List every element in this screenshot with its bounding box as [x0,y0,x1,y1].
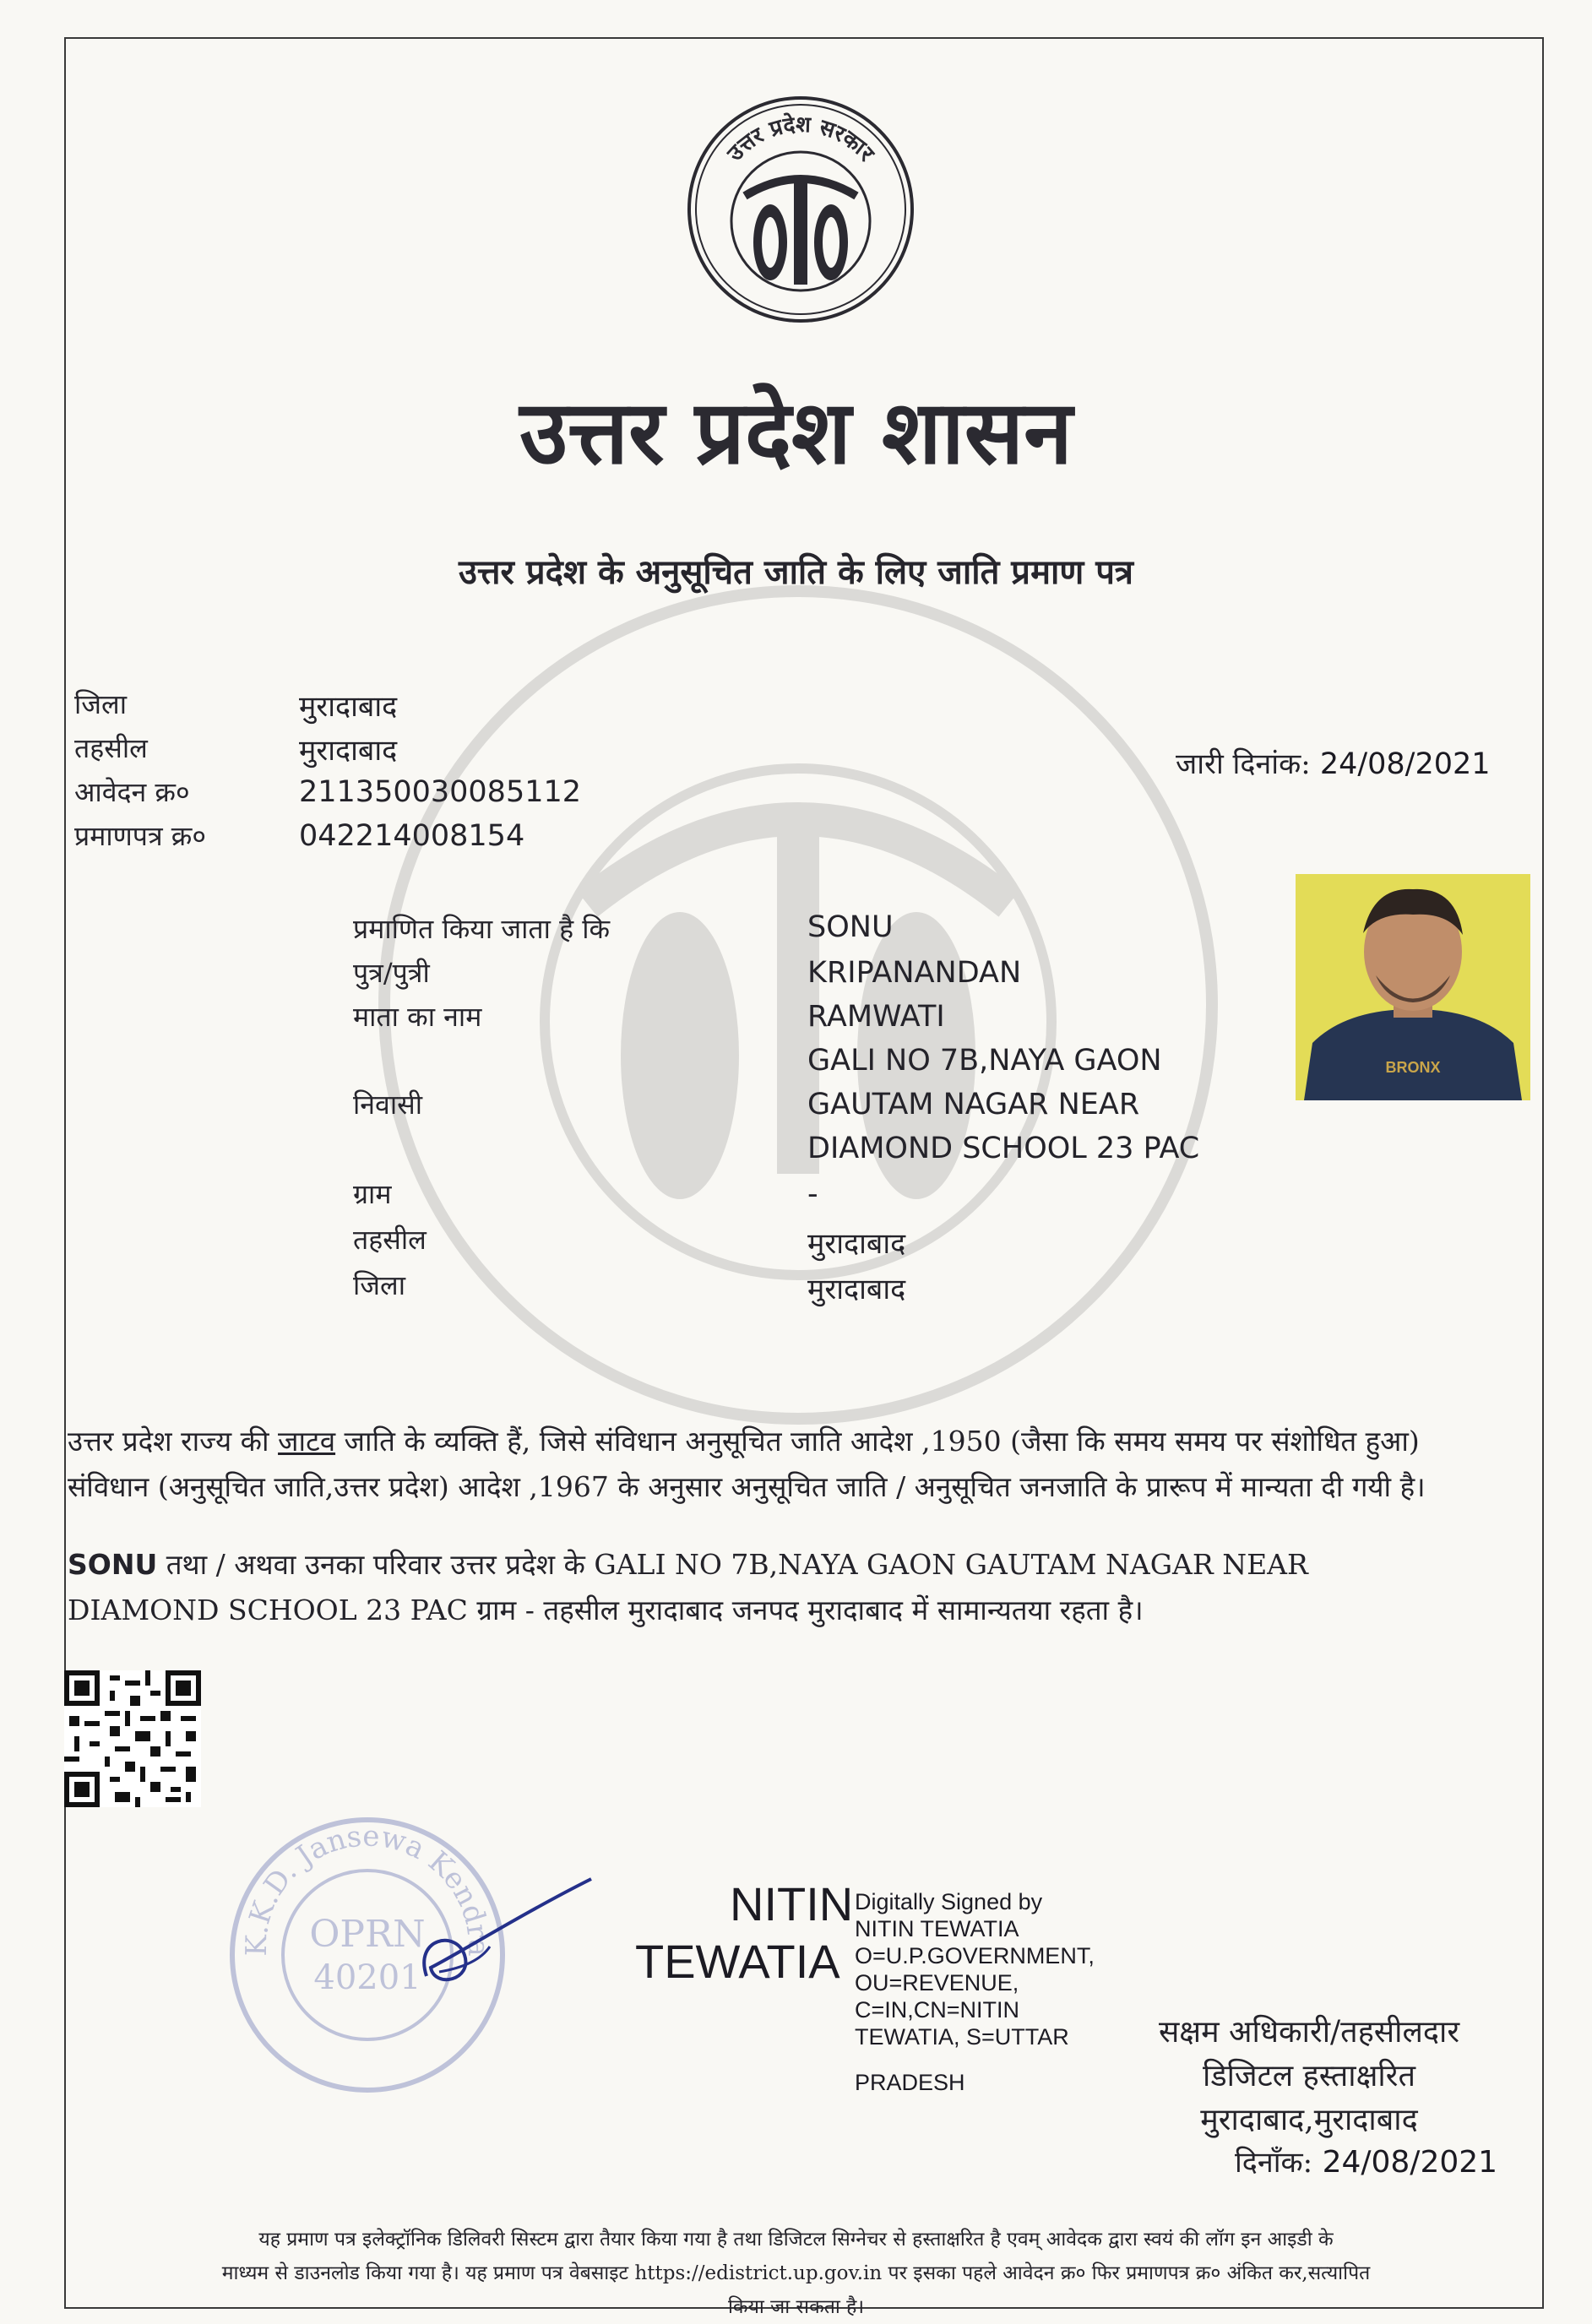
officer-digital-signed: डिजिटल हस्ताक्षरित [1203,2059,1415,2093]
verification-qr-code [64,1670,201,1807]
watermark-emblem [355,583,1242,1427]
residence-label: निवासी [353,1089,423,1121]
certificate-subtitle: उत्तर प्रदेश के अनुसूचित जाति के लिए जाति प्रमाण पत्र [458,552,1133,592]
address-line3: DIAMOND SCHOOL 23 PAC [807,1132,1200,1165]
handwritten-signature [405,1862,600,1997]
person-district-label: जिला [353,1269,406,1301]
issue-date [1176,743,1491,782]
signer-name-line2: TEWATIA [635,1935,840,1988]
residence-paragraph: SONU तथा / अथवा उनका परिवार उत्तर प्रदेश के GALI NO 7B,NAYA GAON GAUTAM NAGAR NEAR DIAMOND SCHOOL 23 PAC ग्राम - तहसील मुरादाबाद जनपद मुरादाबाद में सामान्यतया रहता है। [68,1548,1308,1626]
district-label: जिला [74,688,128,720]
application-label: आवेदन क्र० [74,776,190,808]
relation-label: पुत्र/पुत्री [353,957,430,989]
mother-label: माता का नाम [353,1001,482,1033]
stamp-ring-text: K.K.D. Jansewa Kendra [239,1819,496,1957]
certificate-number: 042214008154 [299,819,525,853]
officer-date-value: 24/08/2021 [1322,2145,1498,2180]
person-tehsil-label: तहसील [353,1224,427,1256]
emblem-ring-text: उत्तर प्रदेश सरकार [722,111,879,167]
officer-date [1235,2142,1497,2180]
mother-name: RAMWATI [807,1000,945,1034]
officer-location: मुरादाबाद,मुरादाबाद [1200,2103,1418,2137]
address-line2: GAUTAM NAGAR NEAR [807,1088,1140,1121]
person-name: SONU [807,910,894,944]
caste-name: जाटव [278,1425,336,1458]
issue-date-label: जारी दिनांक: [1176,747,1311,781]
applicant-photo [1296,874,1530,1100]
village-label: ग्राम [353,1178,392,1210]
application-number: 211350030085112 [299,775,582,809]
person-district-value: मुरादाबाद [807,1273,906,1306]
person-tehsil-value: मुरादाबाद [807,1227,906,1261]
caste-paragraph: उत्तर प्रदेश राज्य की जाटव जाति के व्यक्ति हैं, जिसे संविधान अनुसूचित जाति आदेश ,1950 (जैसा कि समय समय पर संशोधित हुआ) संविधान (अनुसूचित जाति,उत्तर प्रदेश) आदेश ,1967 के अनुसार अनुसूचित जाति / अनुसूचित जनजाति के प्रारूप में मान्यता दी गयी है। [68,1425,1426,1503]
stamp-inner-line1: OPRN [309,1913,426,1956]
shirt-text: BRONX [1385,1059,1441,1076]
issue-date-value: 24/08/2021 [1319,747,1491,781]
district-value: मुरादाबाद [299,690,398,724]
paragraph-person-name: SONU [68,1548,158,1581]
officer-date-label: दिनाँक: [1235,2146,1313,2180]
up-government-emblem [686,95,916,324]
tehsil-value: मुरादाबाद [299,734,398,768]
father-name: KRIPANANDAN [807,956,1022,990]
footer-note: यह प्रमाण पत्र इलेक्ट्रॉनिक डिलिवरी सिस्टम द्वारा तैयार किया गया है तथा डिजिटल सिग्नेचर से हस्ताक्षरित है एवम् आवेदक द्वारा स्वयं की लॉग इन आइडी के माध्यम से डाउनलोड किया गया है। यह प्रमाण पत्र वेबसाइट https://edistrict.up.gov.in पर इसका पहले आवेदन क्र० फिर प्रमाणपत्र क्र० अंकित कर,सत्यापित किया जा सकता है। [221,2229,1371,2318]
digital-signature-details: Digitally Signed by NITIN TEWATIA O=U.P.GOVERNMENT, OU=REVENUE, C=IN,CN=NITIN TEWATIA, S=UTTAR PRADESH [855,1889,1095,2095]
certificate-label: प्रमाणपत्र क्र० [74,820,206,852]
address-line1: GALI NO 7B,NAYA GAON [807,1044,1162,1078]
stamp-inner-line2: 40201 [313,1958,421,1997]
certified-label: प्रमाणित किया जाता है कि [353,913,611,945]
signer-name-line1: NITIN [730,1877,854,1930]
tehsil-label: तहसील [74,732,148,764]
officer-designation: सक्षम अधिकारी/तहसीलदार [1158,2015,1460,2050]
page-title: उत्तर प्रदेश शासन [519,380,1073,484]
village-value: - [807,1177,818,1211]
